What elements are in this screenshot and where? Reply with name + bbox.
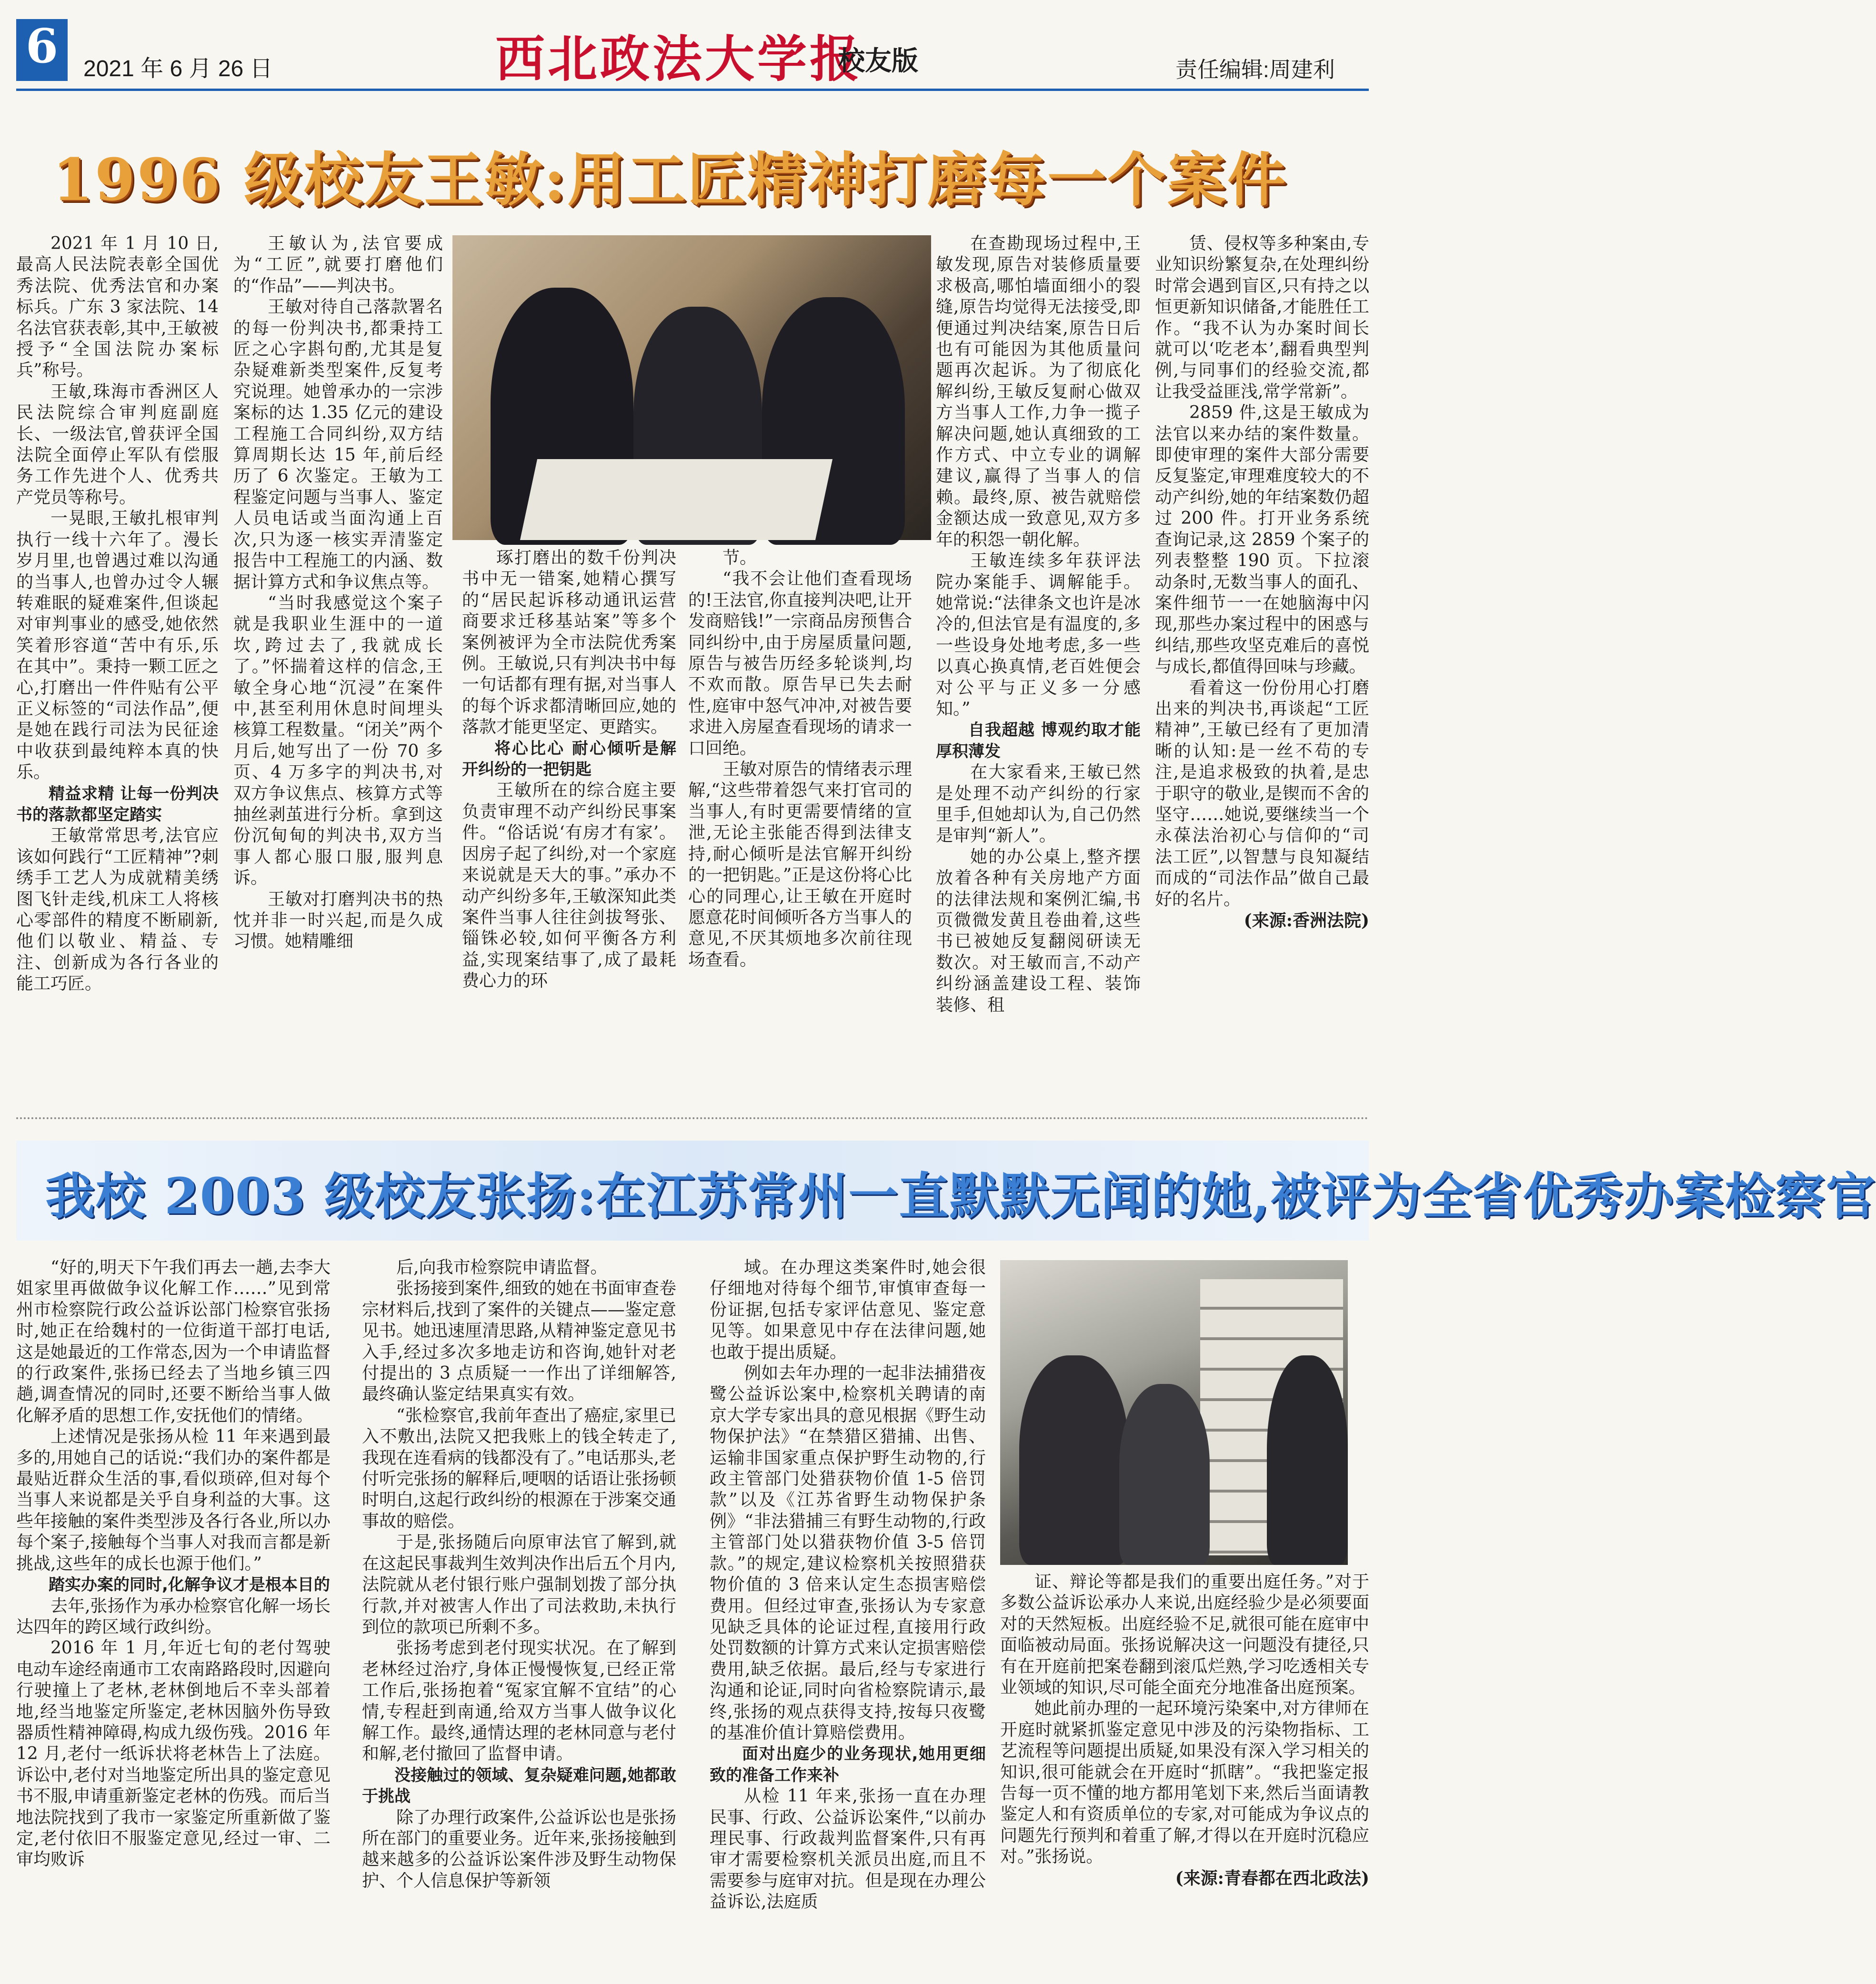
article2-subhead-2: 没接触过的领域、复杂疑难问题,她都敢于挑战 (362, 1765, 676, 1806)
article2-col1b-text (16, 1596, 331, 1871)
article1-col5-text (936, 233, 1141, 720)
article-divider (16, 1117, 1369, 1119)
article1-subhead-1: 精益求精 让每一份判决书的落款都坚定踏实 (16, 784, 219, 824)
edition-label: 校友版 (838, 45, 918, 77)
paragraph: 王敏对原告的情绪表示理解,“这些带着怨气来打官司的当事人,有时更需要情绪的宣泄,无论主张能否得到法律支持,耐心倾听是法官解开纠纷的一把钥匙。”正是这份将心比心的同理心,让王敏在开庭时愿意花时间倾听各方当事人的意见,不厌其烦地多次前往现场查看。 (688, 760, 912, 970)
article2-column-3 (710, 1257, 986, 1972)
article2-col1-text (16, 1257, 331, 1574)
issue-date: 2021 年 6 月 26 日 (83, 56, 273, 81)
paragraph: 从检 11 年来,张扬一直在办理民事、行政、公益诉讼案件,“以前办理民事、行政裁判监督案件,只有再审才需要检察机关派员出庭,而且不需要参与庭审对抗。但是现在办理公益诉讼,法庭质 (710, 1786, 986, 1912)
article2-col2b-text (362, 1807, 676, 1892)
article1-source: (来源:香洲法院) (1244, 911, 1369, 931)
article1-col3b-text (462, 780, 676, 992)
paragraph: 王敏认为,法官要成为“工匠”,就要打磨他们的“作品”——判决书。 (233, 234, 443, 296)
paragraph: “我不会让他们查看现场的!王法官,你直接判决吧,让开发商赔钱!”一宗商品房预售合同纠纷中,由于房屋质量问题,原告与被告历经多轮谈判,均不欢而散。原告早已失去耐性,庭审中怒气冲冲,对被告要求进入房屋查看现场的请求一口回绝。 (688, 569, 912, 758)
article1-column-2 (233, 233, 448, 1088)
paragraph: 例如去年办理的一起非法捕猎夜鹭公益诉讼案中,检察机关聘请的南京大学专家出具的意见根据《野生动物保护法》“在禁猎区猎捕、出售、运输非国家重点保护野生动物的,行政主管部门处猎获物价值 1-5 倍罚款”以及《江苏省野生动物保护条例》“非法猎捕三有野生动物的,行政主管部门处以猎获物价值 3-5 倍罚款。”的规定,建议检察机关按照猎获物价值的 3 倍来认定生态损害赔偿费用。但经过审查,张扬认为专家意见缺乏具体的论证过程,直接用行政处罚数额的计算方式来认定损害赔偿费用,缺乏依据。最后,经与专家进行沟通和论证,同时向省检察院请示,最终,张扬的观点获得支持,按每只夜鹭的基准价值计算赔偿费用。 (710, 1363, 986, 1743)
photo-person-center (1119, 1384, 1210, 1565)
paragraph: “张检察官,我前年查出了癌症,家里已入不敷出,法院又把我账上的钱全转走了,我现在连看病的钱都没有了。”电话那头,老付听完张扬的解释后,哽咽的话语让张扬顿时明白,这起行政纠纷的根源在于涉案交通事故的赔偿。 (362, 1405, 676, 1531)
paragraph: 赁、侵权等多种案由,专业知识纷繁复杂,在处理纠纷时常会遇到盲区,只有持之以恒更新知识储备,才能胜任工作。“我不认为办案时间长就可以‘吃老本’,翻看典型判例,与同事们的经验交流,都让我受益匪浅,常学常新”。 (1155, 234, 1369, 401)
article1-col1b-text (16, 825, 219, 994)
article1-column-6 (1155, 233, 1369, 1088)
paragraph: 除了办理行政案件,公益诉讼也是张扬所在部门的重要业务。近年来,张扬接触到越来越多的公益诉讼案件涉及野生动物保护、个人信息保护等新领 (362, 1807, 676, 1891)
paragraph: 琢打磨出的数千份判决书中无一错案,她精心撰写的“居民起诉移动通讯运营商要求迁移基站案”等多个案例被评为全市法院优秀案例。王敏说,只有判决书中每一句话都有理有据,对当事人的每个诉求都清晰回应,她的落款才能更坚定、更踏实。 (462, 548, 676, 737)
paragraph: 2016 年 1 月,年近七旬的老付驾驶电动车途经南通市工农南路路段时,因避向行驶撞上了老林,老林倒地后不幸头部着地,经当地鉴定所鉴定,老林因脑外伤导致器质性精神障碍,构成九级伤残。2016 年 12 月,老付一纸诉状将老林告上了法庭。诉讼中,老付对当地鉴定所出具的鉴定意见书不服,申请重新鉴定老林的伤残。而后当地法院找到了我市一家鉴定所重新做了鉴定,老付依旧不服鉴定意见,经过一审、二审均败诉 (16, 1638, 331, 1870)
article1-column-3 (462, 548, 676, 1088)
article2-column-1 (16, 1257, 331, 1972)
paragraph: 王敏所在的综合庭主要负责审理不动产纠纷民事案件。“俗话说‘有房才有家’。因房子起了纠纷,对一个家庭来说就是天大的事。”承办不动产纠纷多年,王敏深知此类案件当事人往往剑拔弩张、锱铢必较,如何平衡各方利益,实现案结事了,成了最耗费心力的环 (462, 781, 676, 991)
article1-column-4 (688, 548, 912, 1088)
article2-col3-text (710, 1257, 986, 1744)
paragraph: 于是,张扬随后向原审法官了解到,就在这起民事裁判生效判决作出后五个月内,法院就从老付银行账户强制划拨了部分执行款,并对被害人作出了司法救助,未执行到位的款项已所剩不多。 (362, 1533, 676, 1637)
responsible-editor: 责任编辑:周建利 (1175, 57, 1335, 82)
paragraph: 上述情况是张扬从检 11 年来遇到最多的,用她自己的话说:“我们办的案件都是最贴近群众生活的事,看似琐碎,但对每个当事人来说都是关乎自身利益的大事。这些年接触的案件类型涉及各行各业,所以办每个案子,接触每个当事人对我而言都是新挑战,这些年的成长也源于他们。” (16, 1427, 331, 1573)
article1-subhead-2: 将心比心 耐心倾听是解开纠纷的一把钥匙 (462, 739, 676, 780)
paragraph: 王敏,珠海市香洲区人民法院综合审判庭副庭长、一级法官,曾获评全国法院全面停止军队有偿服务工作先进个人、优秀共产党员等称号。 (16, 381, 219, 507)
paragraph: 王敏对待自己落款署名的每一份判决书,都秉持工匠之心字斟句酌,尤其是复杂疑难新类型案件,反复考究说理。她曾承办的一宗涉案标的达 1.35 亿元的建设工程施工合同纠纷,双方结算周期长达 15 年,前后经历了 6 次鉴定。王敏为工程鉴定问题与当事人、鉴定人员电话或当面沟通上百次,只为逐一核实弄清鉴定报告中工程施工的内涵、数据计算方式和争议焦点等。 (233, 297, 443, 592)
paragraph: 在大家看来,王敏已然是处理不动产纠纷的行家里手,但她却认为,自己仍然是审判“新人”。 (936, 762, 1141, 846)
article1-col3-text (462, 548, 676, 738)
article1-photo (452, 235, 931, 540)
article1-column-1 (16, 233, 219, 1088)
paragraph: 王敏连续多年获评法院办案能手、调解能手。她常说:“法律条文也许是冰冷的,但法官是有温度的,多一些设身处地考虑,多一些以真心换真情,老百姓便会对公平与正义多一分感知。” (936, 551, 1141, 719)
photo-person-left (1019, 1355, 1129, 1565)
article1-col2-text (233, 233, 443, 952)
page-header (0, 0, 1395, 95)
photo-documents (520, 459, 833, 540)
paragraph: 2021 年 1 月 10 日,最高人民法院表彰全国优秀法院、优秀法官和办案标兵。广东 3 家法院、14 名法官获表彰,其中,王敏被授予“全国法院办案标兵”称号。 (16, 234, 219, 381)
article2-column-2 (362, 1257, 676, 1972)
paragraph: 证、辩论等都是我们的重要出庭任务。”对于多数公益诉讼承办人来说,出庭经验少是必须要面对的天然短板。出庭经验不足,就很可能在庭审中面临被动局面。张扬说解决这一问题没有捷径,只有在开庭前把案卷翻到滚瓜烂熟,学习吃透相关专业领域的知识,尽可能全面充分地准备出庭预案。 (1000, 1572, 1369, 1698)
paragraph: 在查勘现场过程中,王敏发现,原告对装修质量要求极高,哪怕墙面细小的裂缝,原告均觉得无法接受,即便通过判决结案,原告日后也有可能因为其他质量问题再次起诉。为了彻底化解纠纷,王敏反复耐心做双方当事人工作,力争一揽子解决问题,她认真细致的工作方式、中立专业的调解建议,赢得了当事人的信赖。最终,原、被告就赔偿金额达成一致意见,双方多年的积怨一朝化解。 (936, 234, 1141, 550)
article2-headline: 我校 2003 级校友张扬:在江苏常州一直默默无闻的她,被评为全省优秀办案检察官 (45, 1167, 1876, 1225)
article1-col6-text (1155, 233, 1369, 910)
paragraph: “好的,明天下午我们再去一趟,去李大姐家里再做做争议化解工作……”见到常州市检察院行政公益诉讼部门检察官张扬时,她正在给魏村的一位街道干部打电话,这是她最近的工作常态,因为一个申请监督的行政案件,张扬已经去了当地乡镇三四趟,调查情况的同时,还要不断给当事人做化解矛盾的思想工作,安抚他们的情绪。 (16, 1258, 331, 1425)
article2-col3b-text (710, 1786, 986, 1913)
paragraph: 她此前办理的一起环境污染案中,对方律师在开庭时就紧抓鉴定意见中涉及的污染物指标、工艺流程等问题提出质疑,如果没有深入学习相关的知识,很可能就会在开庭时“抓瞎”。“我把鉴定报告每一页不懂的地方都用笔划下来,然后当面请教鉴定人和有资质单位的专家,对可能成为争议点的问题先行预判和着重了解,才得以在开庭时沉稳应对。”张扬说。 (1000, 1699, 1369, 1867)
article2-photo (1000, 1260, 1348, 1565)
paragraph: 王敏常常思考,法官应该如何践行“工匠精神”?刺绣手工艺人为成就精美绣图飞针走线,机床工人将核心零部件的精度不断刷新,他们以敬业、精益、专注、创新成为各行各业的能工巧匠。 (16, 826, 219, 994)
article2-subhead-1: 踏实办案的同时,化解争议才是根本目的 (49, 1575, 330, 1595)
article2-source: (来源:青春都在西北政法) (1175, 1868, 1369, 1888)
paragraph: 后,向我市检察院申请监督。 (396, 1258, 608, 1277)
article1-col4-text (688, 548, 912, 971)
article1-col1-text (16, 233, 219, 783)
masthead-title: 西北政法大学报 (495, 30, 863, 88)
paragraph: 去年,张扬作为承办检察官化解一场长达四年的跨区域行政纠纷。 (16, 1596, 331, 1637)
article2-col4-text (1000, 1572, 1369, 1868)
paragraph: 王敏对打磨判决书的热忱并非一时兴起,而是久成习惯。她精雕细 (233, 889, 443, 952)
article1-headline: 1996 级校友王敏:用工匠精神打磨每一个案件 (52, 145, 1288, 214)
header-rule (16, 89, 1369, 91)
photo-person-right (1267, 1355, 1348, 1565)
paragraph: “当时我感觉这个案子就是我职业生涯中的一道坎,跨过去了,我就成长了。”怀揣着这样的信念,王敏全身心地“沉浸”在案件中,甚至利用休息时间埋头核算工程数量。“闭关”两个月后,她写出了一份 70 多页、4 万多字的判决书,对双方争议焦点、核算方式等抽丝剥茧进行分析。拿到这份沉甸甸的判决书,双方当事人都心服口服,服判息诉。 (233, 593, 443, 888)
article1-subhead-3: 自我超越 博观约取才能厚积薄发 (936, 721, 1141, 761)
paragraph: 她的办公桌上,整齐摆放着各种有关房地产方面的法律法规和案例汇编,书页微微发黄且卷曲着,这些书已被她反复翻阅研读无数次。对王敏而言,不动产纠纷涵盖建设工程、装饰装修、租 (936, 847, 1141, 1015)
article2-col2-text (362, 1257, 676, 1765)
paragraph: 域。在办理这类案件时,她会很仔细地对待每个细节,审慎审查每一份证据,包括专家评估意见、鉴定意见等。如果意见中存在法律问题,她也敢于提出质疑。 (710, 1258, 986, 1362)
article1-col5b-text (936, 762, 1141, 1016)
paragraph: 一晃眼,王敏扎根审判执行一线十六年了。漫长岁月里,也曾遇过难以沟通的当事人,也曾办过令人辗转难眠的疑难案件,但谈起对审判事业的感受,她依然笑着形容道“苦中有乐,乐在其中”。秉持一颗工匠之心,打磨出一件件贴有公平正义标签的“司法作品”,便是她在践行司法为民征途中收获到最纯粹本真的快乐。 (16, 509, 219, 782)
page-number: 6 (16, 19, 68, 81)
paragraph: 看着这一份份用心打磨出来的判决书,再谈起“工匠精神”,王敏已经有了更加清晰的认知:是一丝不苟的专注,是追求极致的执着,是忠于职守的敬业,是锲而不舍的坚守……她说,要继续当一个永葆法治初心与信仰的“司法工匠”,以智慧与良知凝结而成的“司法作品”做自己最好的名片。 (1155, 678, 1369, 909)
paragraph: 张扬考虑到老付现实状况。在了解到老林经过治疗,身体正慢慢恢复,已经正常工作后,张扬抱着“冤家宜解不宜结”的心情,专程赶到南通,给双方当事人做争议化解工作。最终,通情达理的老林同意与老付和解,老付撤回了监督申请。 (362, 1638, 676, 1764)
article1-column-5 (936, 233, 1141, 1088)
article2-subhead-3: 面对出庭少的业务现状,她用更细致的准备工作来补 (710, 1744, 986, 1785)
article2-column-4 (1000, 1572, 1369, 1972)
paragraph: 节。 (722, 548, 757, 568)
paragraph: 2859 件,这是王敏成为法官以来办结的案件数量。即使审理的案件大部分需要反复鉴定,审理难度较大的不动产纠纷,她的年结案数仍超过 200 件。打开业务系统查询记录,这 2859 个案子的列表整整 190 页。下拉滚动条时,无数当事人的面孔、案件细节一一在她脑海中闪现,那些办案过程中的困惑与纠结,那些攻坚克难后的喜悦与成长,都值得回味与珍藏。 (1155, 403, 1369, 677)
paragraph: 张扬接到案件,细致的她在书面审查卷宗材料后,找到了案件的关键点——鉴定意见书。她迅速厘清思路,从精神鉴定意见书入手,经过多次多地走访和咨询,她针对老付提出的 3 点质疑一一作出了详细解答,最终确认鉴定结果真实有效。 (362, 1279, 676, 1404)
